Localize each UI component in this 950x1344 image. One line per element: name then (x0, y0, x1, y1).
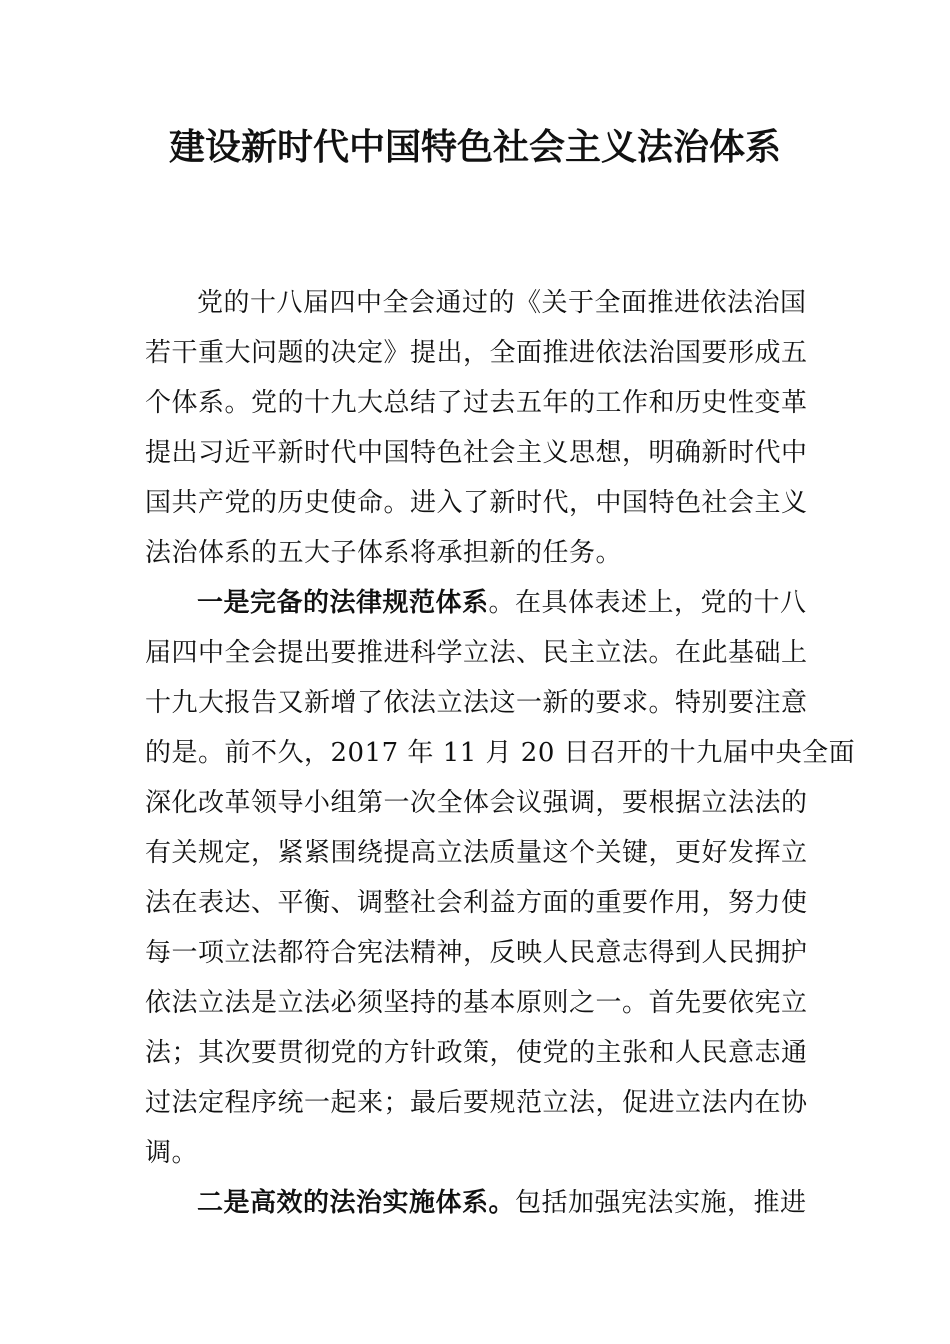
paragraph-text: 包括加强宪法实施，推进 (515, 1188, 807, 1218)
section-heading-one: 一是完备的法律规范体系 (197, 588, 489, 618)
paragraph-line: 每一项立法都符合宪法精神，反映人民意志得到人民拥护 (145, 938, 808, 968)
section-heading-two: 二是高效的法治实施体系。 (197, 1188, 516, 1218)
document-title: 建设新时代中国特色社会主义法治体系 (168, 126, 781, 168)
paragraph-line: 提出习近平新时代中国特色社会主义思想，明确新时代中 (145, 438, 808, 468)
paragraph-line: 有关规定，紧紧围绕提高立法质量这个关键，更好发挥立 (145, 838, 808, 868)
paragraph-line: 法在表达、平衡、调整社会利益方面的重要作用，努力使 (145, 888, 808, 918)
paragraph-line: 调。 (145, 1138, 199, 1168)
paragraph-line: 法治体系的五大子体系将承担新的任务。 (145, 538, 623, 568)
paragraph-line: 依法立法是立法必须坚持的基本原则之一。首先要依宪立 (145, 988, 808, 1018)
paragraph-line: 过法定程序统一起来；最后要规范立法，促进立法内在协 (145, 1088, 808, 1118)
paragraph-line: 个体系。党的十九大总结了过去五年的工作和历史性变革 (145, 388, 808, 418)
paragraph-line: 党的十八届四中全会通过的《关于全面推进依法治国 (197, 288, 807, 318)
paragraph-line: 的是。前不久，2017 年 11 月 20 日召开的十九届中央全面 (145, 738, 856, 768)
paragraph-line: 深化改革领导小组第一次全体会议强调，要根据立法法的 (145, 788, 808, 818)
paragraph-line: 届四中全会提出要推进科学立法、民主立法。在此基础上 (145, 638, 808, 668)
paragraph-line: 法；其次要贯彻党的方针政策，使党的主张和人民意志通 (145, 1038, 808, 1068)
paragraph-text: 。在具体表述上，党的十八 (488, 588, 807, 618)
paragraph-line: 若干重大问题的决定》提出，全面推进依法治国要形成五 (145, 338, 808, 368)
paragraph-line: 十九大报告又新增了依法立法这一新的要求。特别要注意 (145, 688, 808, 718)
paragraph-line (197, 1186, 805, 1220)
paragraph-line: 国共产党的历史使命。进入了新时代，中国特色社会主义 (145, 488, 808, 518)
paragraph-line (197, 586, 805, 620)
